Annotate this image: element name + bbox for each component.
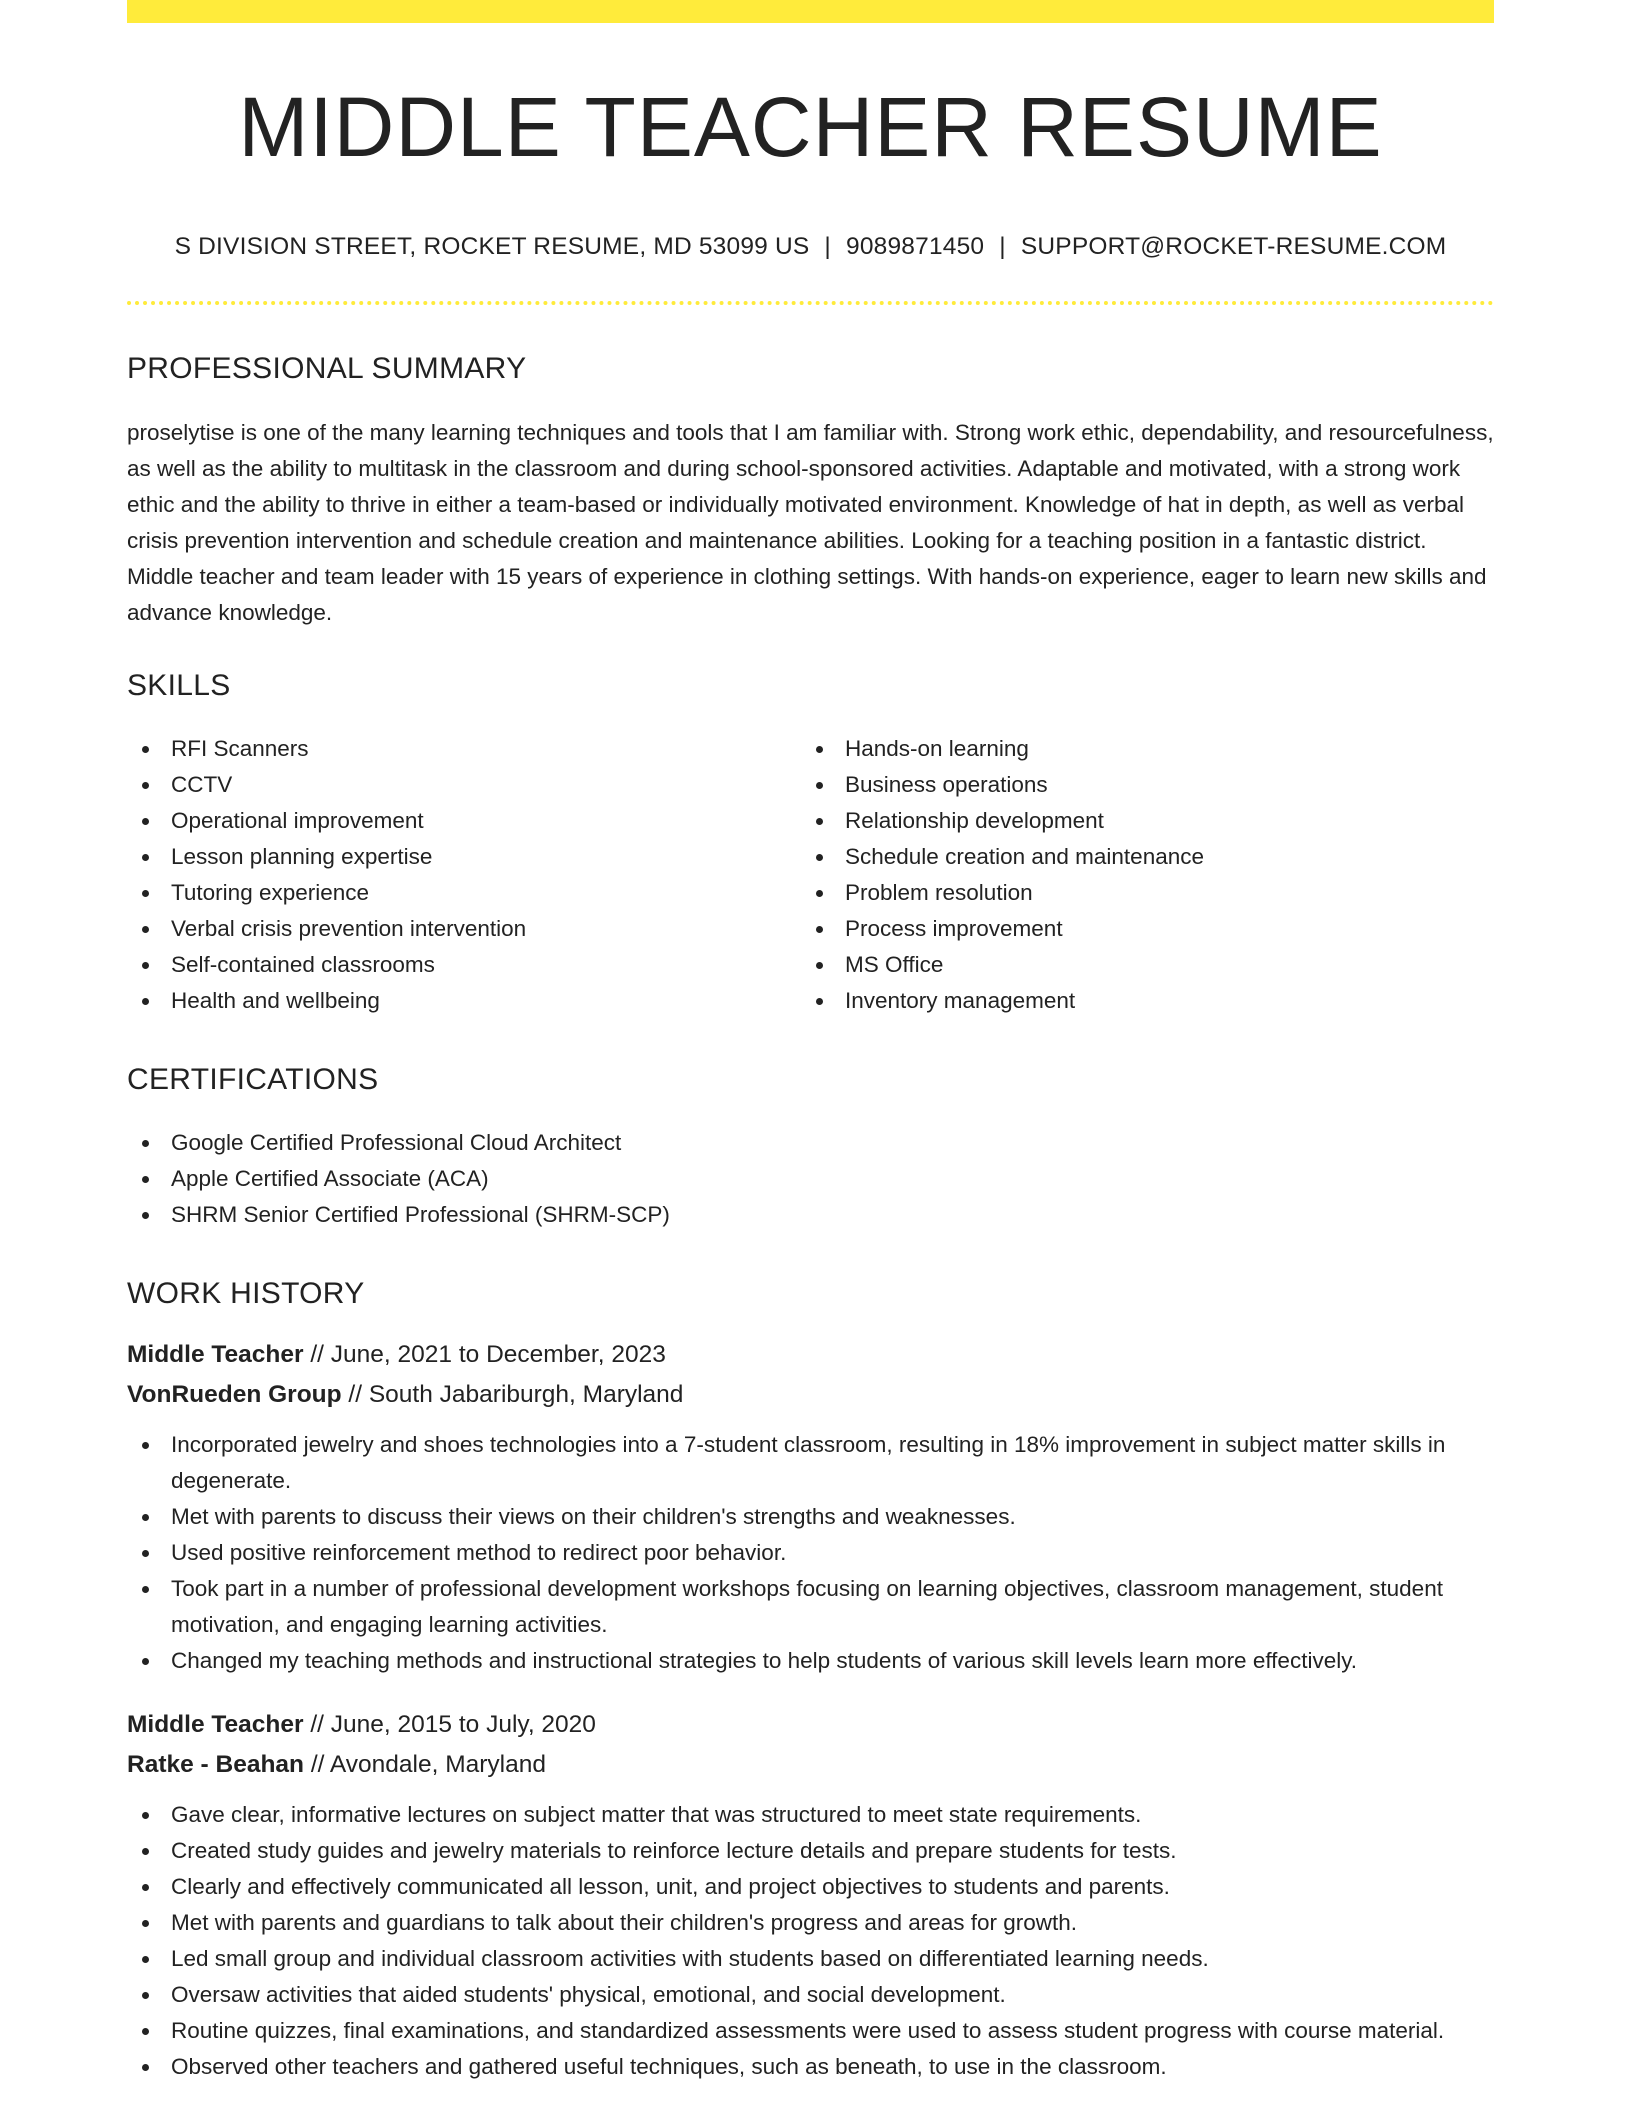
job-dates: // June, 2015 to July, 2020 [303, 1710, 596, 1738]
job-duty-item: Took part in a number of professional development workshops focusing on learning objectives, classroom management, student motivation, and engaging learning activities. [127, 1571, 1494, 1643]
job-company: VonRueden Group [127, 1380, 342, 1408]
summary-heading: PROFESSIONAL SUMMARY [127, 351, 527, 385]
contact-address: S DIVISION STREET, ROCKET RESUME, MD 53099 US [174, 233, 810, 260]
skill-item: CCTV [127, 767, 801, 803]
resume-title: MIDDLE TEACHER RESUME [238, 80, 1383, 174]
skills-heading: SKILLS [127, 668, 231, 702]
skill-item: Operational improvement [127, 803, 801, 839]
job-company-line [127, 1745, 1494, 1785]
job-role: Middle Teacher [127, 1710, 304, 1738]
contact-separator: | [999, 233, 1006, 260]
job-duty-item: Routine quizzes, final examinations, and standardized assessments were used to assess student progress with course material. [127, 2013, 1494, 2049]
job-duty-item: Met with parents to discuss their views on their children's strengths and weaknesses. [127, 1499, 1494, 1535]
job-duty-item: Met with parents and guardians to talk about their children's progress and areas for growth. [127, 1905, 1494, 1941]
skill-item: Problem resolution [801, 875, 1475, 911]
skill-item: Tutoring experience [127, 875, 801, 911]
job-dates: // June, 2021 to December, 2023 [303, 1340, 666, 1368]
contact-email: SUPPORT@ROCKET-RESUME.COM [1020, 233, 1447, 260]
skill-item: Hands-on learning [801, 731, 1475, 767]
job-duty-item: Clearly and effectively communicated all lesson, unit, and project objectives to students and parents. [127, 1869, 1494, 1905]
skill-item: Inventory management [801, 983, 1475, 1019]
skill-item: Business operations [801, 767, 1475, 803]
job-duty-item: Observed other teachers and gathered useful techniques, such as beneath, to use in the classroom. [127, 2049, 1494, 2085]
dotted-divider [127, 301, 1494, 305]
certification-item: Google Certified Professional Cloud Architect [127, 1125, 1494, 1161]
resume-page [127, 0, 1494, 2085]
job-location: // South Jabariburgh, Maryland [341, 1380, 684, 1408]
contact-phone: 9089871450 [846, 233, 985, 260]
skills-left-list [127, 731, 801, 1019]
skill-item: Health and wellbeing [127, 983, 801, 1019]
contact-separator: | [824, 233, 831, 260]
job-company-line [127, 1375, 1494, 1415]
top-accent-bar [127, 0, 1494, 23]
job-duty-item: Gave clear, informative lectures on subject matter that was structured to meet state requirements. [127, 1797, 1494, 1833]
job-duties-list [127, 1797, 1494, 2085]
skill-item: Verbal crisis prevention intervention [127, 911, 801, 947]
skill-item: RFI Scanners [127, 731, 801, 767]
certification-item: SHRM Senior Certified Professional (SHRM-SCP) [127, 1197, 1494, 1233]
job-duty-item: Changed my teaching methods and instructional strategies to help students of various skill levels learn more effectively. [127, 1643, 1494, 1679]
summary-text: proselytise is one of the many learning techniques and tools that I am familiar with. Strong work ethic, dependability, and resourcefulness, as well as the ability to multitask in the classroom and during school-sponsored activities. Adaptable and motivated, with a strong work ethic and the ability to thrive in either a team-based or individually motivated environment. Knowledge of hat in depth, as well as verbal crisis prevention intervention and schedule creation and maintenance abilities. Looking for a teaching position in a fantastic district. Middle teacher and team leader with 15 years of experience in clothing settings. With hands-on experience, eager to learn new skills and advance knowledge. [127, 419, 1494, 625]
certification-item: Apple Certified Associate (ACA) [127, 1161, 1494, 1197]
job-role: Middle Teacher [127, 1340, 304, 1368]
job-duty-item: Incorporated jewelry and shoes technologies into a 7-student classroom, resulting in 18% improvement in subject matter skills in degenerate. [127, 1427, 1494, 1499]
job-duty-item: Oversaw activities that aided students' physical, emotional, and social development. [127, 1977, 1494, 2013]
skills-columns [127, 731, 1494, 1019]
skill-item: Process improvement [801, 911, 1475, 947]
skill-item: Relationship development [801, 803, 1475, 839]
work-history-heading: WORK HISTORY [127, 1276, 365, 1310]
job-location: // Avondale, Maryland [304, 1750, 546, 1778]
job-role-line [127, 1705, 1494, 1745]
skills-right-list [801, 731, 1475, 1019]
job-role-line [127, 1335, 1494, 1375]
skill-item: Self-contained classrooms [127, 947, 801, 983]
certifications-list [127, 1125, 1494, 1233]
skill-item: Schedule creation and maintenance [801, 839, 1475, 875]
job-duty-item: Led small group and individual classroom activities with students based on differentiated learning needs. [127, 1941, 1494, 1977]
certifications-heading: CERTIFICATIONS [127, 1062, 379, 1096]
job-duty-item: Used positive reinforcement method to redirect poor behavior. [127, 1535, 1494, 1571]
contact-line [127, 235, 1494, 260]
job-duties-list [127, 1427, 1494, 1679]
job-entry [127, 1335, 1494, 1679]
skill-item: Lesson planning expertise [127, 839, 801, 875]
skill-item: MS Office [801, 947, 1475, 983]
job-company: Ratke - Beahan [127, 1750, 305, 1778]
job-duty-item: Created study guides and jewelry materials to reinforce lecture details and prepare students for tests. [127, 1833, 1494, 1869]
job-entry [127, 1705, 1494, 2085]
